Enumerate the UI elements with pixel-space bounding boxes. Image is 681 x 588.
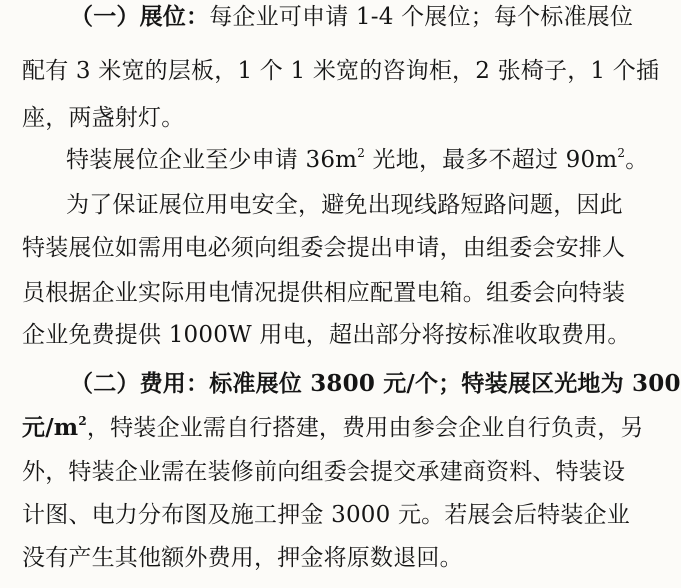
section1-line3: 座，两盏射灯。 [22,105,185,131]
section2-line2-b: ，特装企业需自行搭建，费用由参会企业自行负责，另 [86,415,644,441]
section1-line1 [70,2,633,32]
section1-line4-a: 特装展位企业至少申请 36m [66,147,358,173]
section2-line2-a: 元/m [22,414,79,441]
section2-line1: （二）费用：标准展位 3800 元/个；特装展区光地为 300 [70,370,681,397]
section1-line8: 企业免费提供 1000W 用电，超出部分将按标准收取费用。 [22,322,631,348]
section1-line5: 为了保证展位用电安全，避免出现线路短路问题，因此 [66,192,623,218]
section2-line2 [22,413,644,443]
section2-line5: 没有产生其他额外费用，押金将原数退回。 [22,545,463,571]
section1-line7: 员根据企业实际用电情况提供相应配置电箱。组委会向特装 [22,280,626,306]
section2-line4: 计图、电力分布图及施工押金 3000 元。若展会后特装企业 [22,502,630,528]
superscript-2: 2 [357,146,366,160]
section1-line6: 特装展位如需用电必须向组委会提出申请，由组委会安排人 [22,235,626,261]
section1-line1-text: 每企业可申请 1-4 个展位；每个标准展位 [209,4,634,30]
superscript-2: 2 [78,414,87,428]
section1-line4-b: 光地，最多不超过 90m [365,147,618,173]
section1-line2: 配有 3 米宽的层板，1 个 1 米宽的咨询柜，2 张椅子，1 个插 [22,58,660,84]
section1-line4-c: 。 [625,147,649,173]
superscript-2: 2 [617,146,626,160]
section1-line4 [66,145,648,175]
section1-heading: （一）展位： [70,3,210,30]
section2-line3: 外，特装企业需在装修前向组委会提交承建商资料、特装设 [22,459,626,485]
